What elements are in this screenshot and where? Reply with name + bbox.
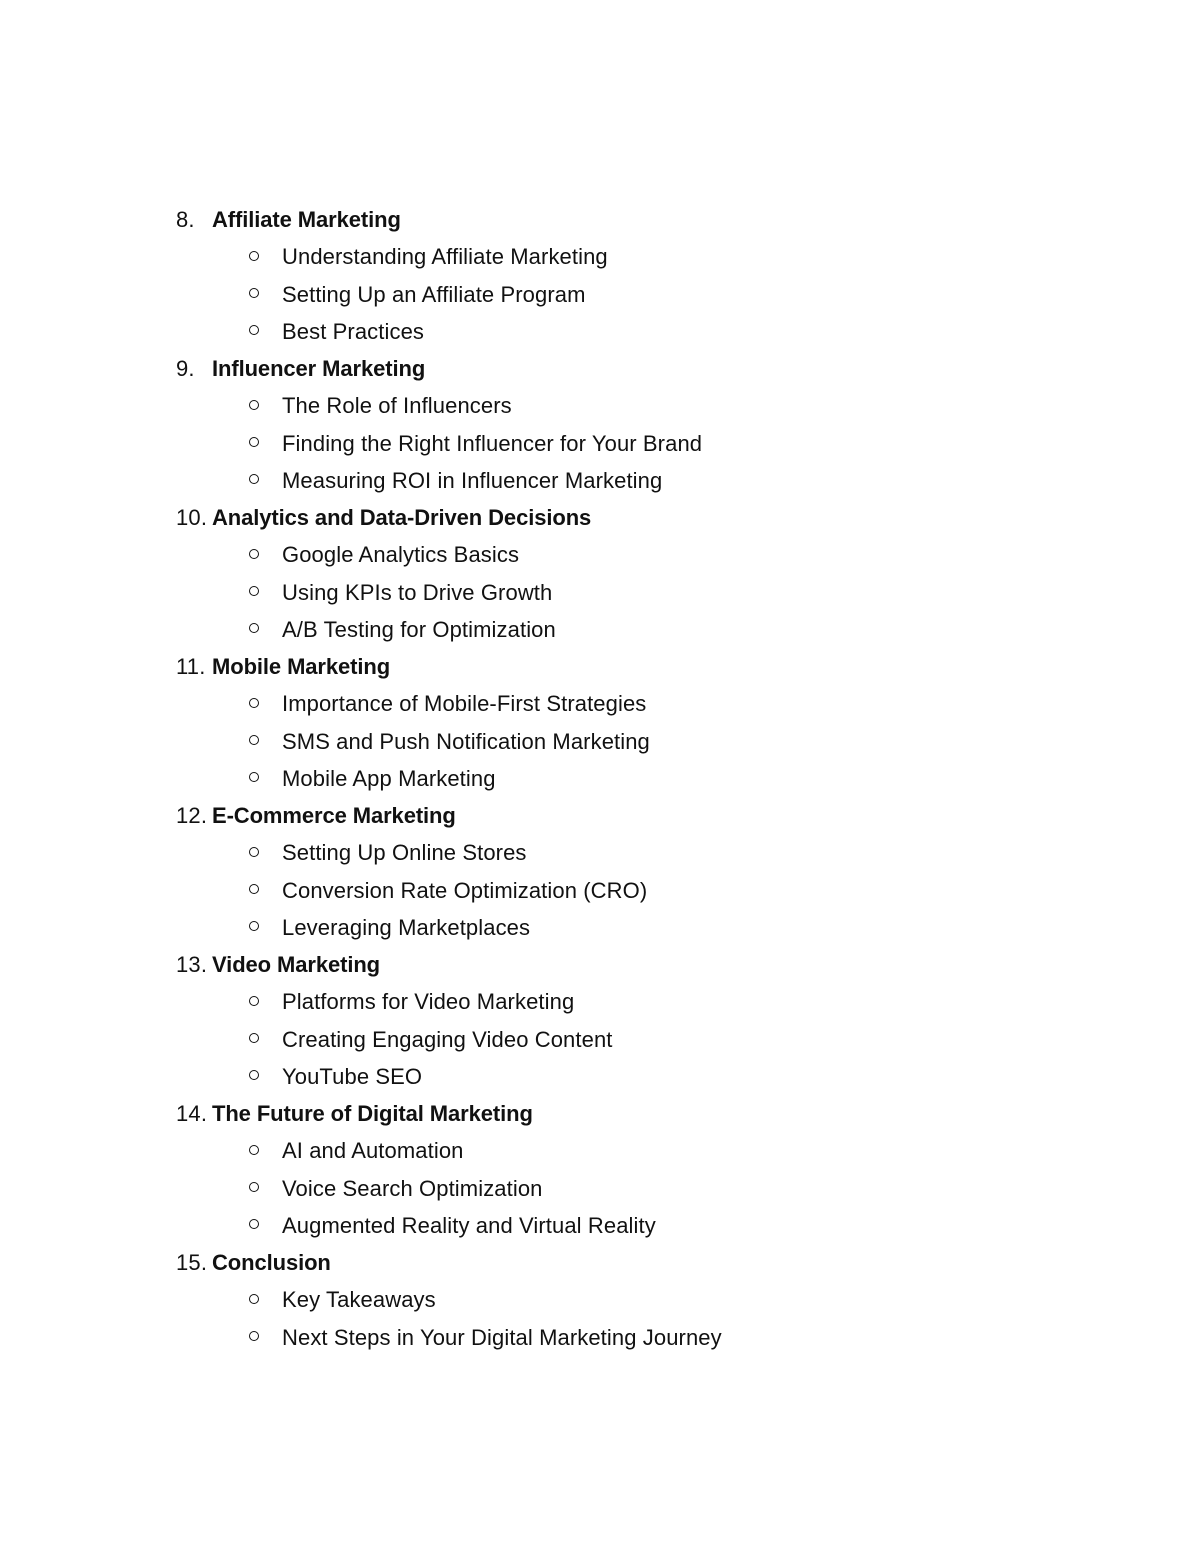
subsection-label: SMS and Push Notification Marketing xyxy=(282,728,650,754)
section-heading xyxy=(0,350,1200,387)
section-title: Analytics and Data-Driven Decisions xyxy=(212,505,592,530)
hollow-circle-bullet-icon xyxy=(247,872,261,909)
subsection-label: Conversion Rate Optimization (CRO) xyxy=(282,877,648,903)
section-heading xyxy=(0,201,1200,238)
subsection-item xyxy=(0,611,1200,648)
subsection-item xyxy=(0,238,1200,275)
section-number: 12. xyxy=(176,803,208,828)
hollow-circle-bullet-icon xyxy=(247,425,261,462)
subsection-item xyxy=(0,983,1200,1020)
subsection-label: Google Analytics Basics xyxy=(282,542,520,568)
section-number: 14. xyxy=(176,1101,208,1126)
section-number: 10. xyxy=(176,505,208,530)
hollow-circle-bullet-icon xyxy=(247,574,261,611)
hollow-circle-bullet-icon xyxy=(247,276,261,313)
subsection-item xyxy=(0,313,1200,350)
subsection-label: Setting Up Online Stores xyxy=(282,840,527,866)
hollow-circle-bullet-icon xyxy=(247,1170,261,1207)
hollow-circle-bullet-icon xyxy=(247,909,261,946)
section-heading xyxy=(0,946,1200,983)
section-title: Video Marketing xyxy=(212,952,381,977)
hollow-circle-bullet-icon xyxy=(247,387,261,424)
subsection-item xyxy=(0,723,1200,760)
section-heading xyxy=(0,499,1200,536)
subsection-item xyxy=(0,425,1200,462)
subsection-label: Using KPIs to Drive Growth xyxy=(282,579,553,605)
subsection-label: Understanding Affiliate Marketing xyxy=(282,244,608,270)
subsection-item xyxy=(0,574,1200,611)
section-number: 9. xyxy=(176,356,195,381)
subsection-label: AI and Automation xyxy=(282,1138,464,1164)
subsection-label: YouTube SEO xyxy=(282,1063,423,1089)
hollow-circle-bullet-icon xyxy=(247,313,261,350)
section-title: The Future of Digital Marketing xyxy=(212,1101,533,1126)
subsection-item xyxy=(0,760,1200,797)
subsection-label: Platforms for Video Marketing xyxy=(282,989,575,1015)
hollow-circle-bullet-icon xyxy=(247,834,261,871)
subsection-item xyxy=(0,834,1200,871)
section-title: Influencer Marketing xyxy=(212,356,426,381)
subsection-label: Finding the Right Influencer for Your Brand xyxy=(282,430,703,456)
hollow-circle-bullet-icon xyxy=(247,1319,261,1356)
subsection-item xyxy=(0,1021,1200,1058)
section-heading xyxy=(0,797,1200,834)
subsection-item xyxy=(0,1319,1200,1356)
subsection-item xyxy=(0,1132,1200,1169)
table-of-contents xyxy=(0,201,1200,1356)
section-title: Mobile Marketing xyxy=(212,654,391,679)
hollow-circle-bullet-icon xyxy=(247,611,261,648)
subsection-label: Measuring ROI in Influencer Marketing xyxy=(282,467,663,493)
section-title: E-Commerce Marketing xyxy=(212,803,456,828)
subsection-item xyxy=(0,462,1200,499)
hollow-circle-bullet-icon xyxy=(247,723,261,760)
subsection-label: Best Practices xyxy=(282,318,425,344)
subsection-label: Augmented Reality and Virtual Reality xyxy=(282,1212,656,1238)
section-heading xyxy=(0,1095,1200,1132)
subsection-item xyxy=(0,685,1200,722)
hollow-circle-bullet-icon xyxy=(247,536,261,573)
subsection-item xyxy=(0,1281,1200,1318)
hollow-circle-bullet-icon xyxy=(247,1021,261,1058)
hollow-circle-bullet-icon xyxy=(247,983,261,1020)
hollow-circle-bullet-icon xyxy=(247,1207,261,1244)
section-title: Conclusion xyxy=(212,1250,331,1275)
subsection-label: Key Takeaways xyxy=(282,1287,436,1313)
subsection-label: A/B Testing for Optimization xyxy=(282,616,556,642)
section-heading xyxy=(0,648,1200,685)
section-heading xyxy=(0,1244,1200,1281)
subsection-item xyxy=(0,387,1200,424)
section-title: Affiliate Marketing xyxy=(212,207,401,232)
subsection-item xyxy=(0,872,1200,909)
subsection-item xyxy=(0,1207,1200,1244)
section-number: 8. xyxy=(176,207,195,232)
subsection-label: Setting Up an Affiliate Program xyxy=(282,281,586,307)
subsection-label: Importance of Mobile-First Strategies xyxy=(282,691,647,717)
hollow-circle-bullet-icon xyxy=(247,1132,261,1169)
subsection-label: Creating Engaging Video Content xyxy=(282,1026,613,1052)
subsection-label: The Role of Influencers xyxy=(282,393,512,419)
section-number: 15. xyxy=(176,1250,208,1275)
section-number: 11. xyxy=(176,654,206,679)
subsection-item xyxy=(0,276,1200,313)
hollow-circle-bullet-icon xyxy=(247,760,261,797)
section-number: 13. xyxy=(176,952,208,977)
hollow-circle-bullet-icon xyxy=(247,685,261,722)
hollow-circle-bullet-icon xyxy=(247,462,261,499)
subsection-label: Voice Search Optimization xyxy=(282,1175,543,1201)
subsection-label: Leveraging Marketplaces xyxy=(282,914,531,940)
subsection-label: Mobile App Marketing xyxy=(282,765,496,791)
subsection-item xyxy=(0,1058,1200,1095)
subsection-item xyxy=(0,536,1200,573)
hollow-circle-bullet-icon xyxy=(247,1058,261,1095)
subsection-item xyxy=(0,909,1200,946)
subsection-label: Next Steps in Your Digital Marketing Journey xyxy=(282,1324,722,1350)
subsection-item xyxy=(0,1170,1200,1207)
hollow-circle-bullet-icon xyxy=(247,238,261,275)
hollow-circle-bullet-icon xyxy=(247,1281,261,1318)
